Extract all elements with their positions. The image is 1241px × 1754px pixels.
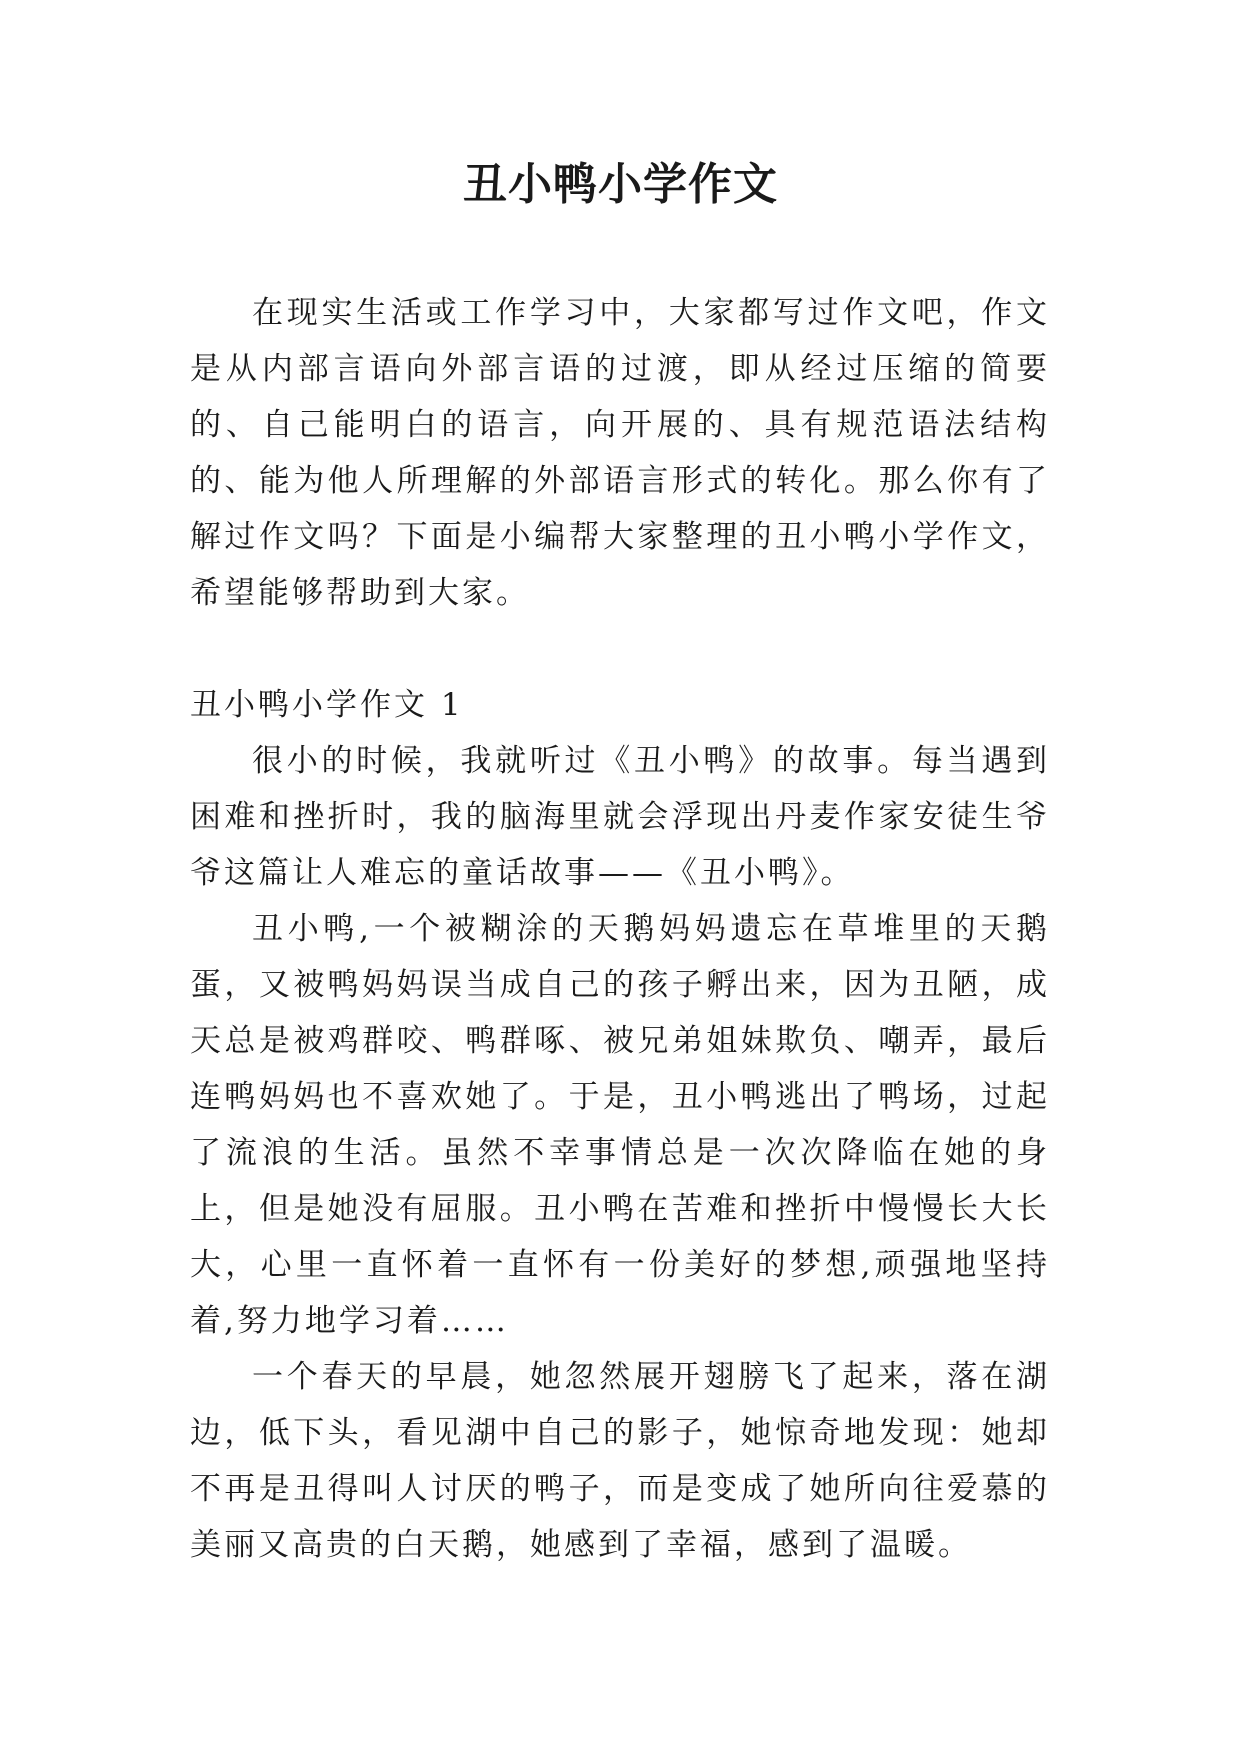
page-title: 丑小鸭小学作文 [463,159,778,210]
section-heading: 丑小鸭小学作文 1 [190,687,464,723]
section-gap [190,621,1050,677]
body-paragraph-3: 一个春天的早晨，她忽然展开翅膀飞了起来，落在湖边，低下头，看见湖中自己的影子，她惊奇地发现：她却不再是丑得叫人讨厌的鸭子，而是变成了她所向往爱慕的美丽又高贵的白天鹅，她感到了幸福，感到了温暖。 [190,1359,1050,1563]
intro-paragraph: 在现实生活或工作学习中，大家都写过作文吧，作文是从内部言语向外部言语的过渡，即从经过压缩的简要的、自己能明白的语言，向开展的、具有规范语法结构的、能为他人所理解的外部语言形式的转化。那么你有了解过作文吗？下面是小编帮大家整理的丑小鸭小学作文，希望能够帮助到大家。 [190,295,1050,611]
body-paragraph-2: 丑小鸭,一个被糊涂的天鹅妈妈遗忘在草堆里的天鹅蛋，又被鸭妈妈误当成自己的孩子孵出来，因为丑陋，成天总是被鸡群咬、鸭群啄、被兄弟姐妹欺负、嘲弄，最后连鸭妈妈也不喜欢她了。于是，丑小鸭逃出了鸭场，过起了流浪的生活。虽然不幸事情总是一次次降临在她的身上，但是她没有屈服。丑小鸭在苦难和挫折中慢慢长大长大，心里一直怀着一直怀有一份美好的梦想,顽强地坚持着,努力地学习着…… [190,911,1050,1339]
body-paragraph-1: 很小的时候，我就听过《丑小鸭》的故事。每当遇到困难和挫折时，我的脑海里就会浮现出丹麦作家安徒生爷爷这篇让人难忘的童话故事——《丑小鸭》。 [190,743,1050,891]
document-body [190,285,1050,1573]
